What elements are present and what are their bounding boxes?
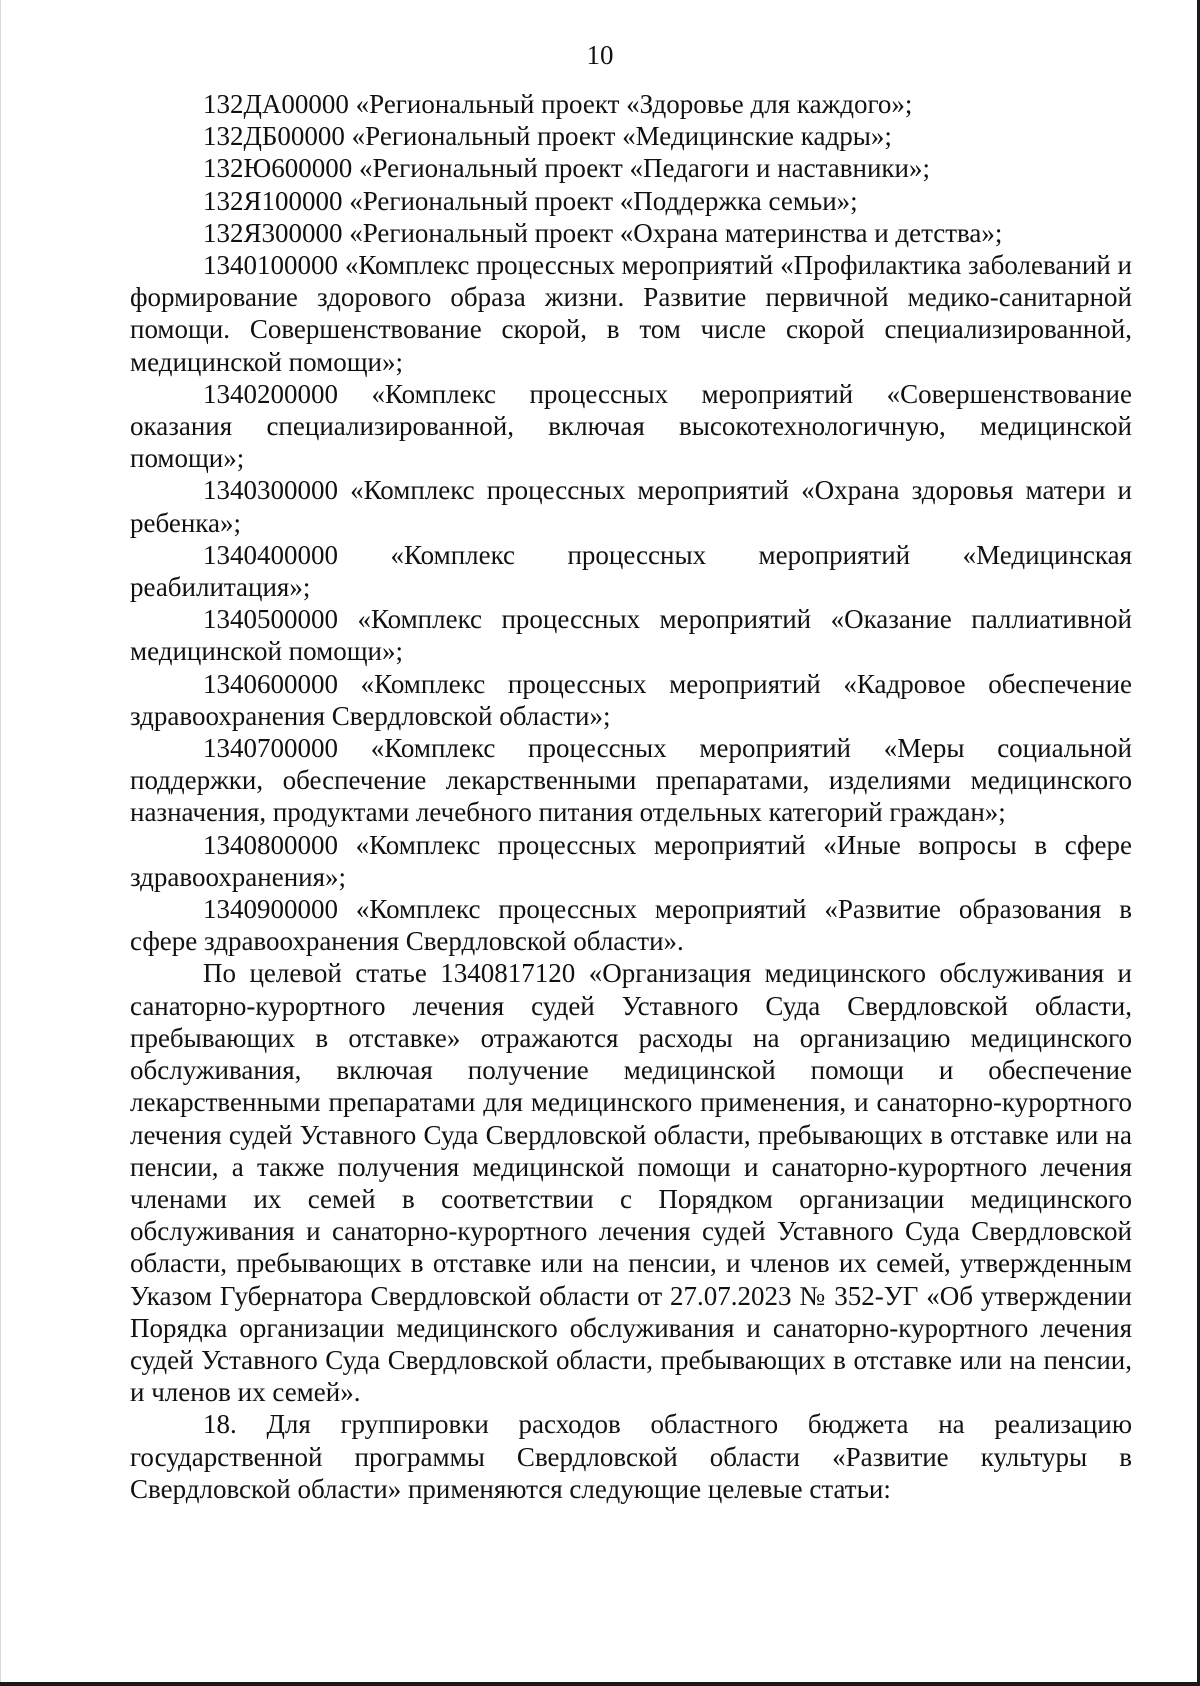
paragraph: 132Я100000 «Региональный проект «Поддержка семьи»;: [203, 185, 858, 216]
paragraph: По целевой статье 1340817120 «Организация медицинского обслуживания и санаторно-курортного лечения судей Уставного Суда Свердловской области, пребывающих в отставке» отражаются расходы на организацию медицинского обслуживания, включая получение медицинской помощи и обеспечение лекарственными препаратами для медицинского применения, и санаторно-курортного лечения судей Уставного Суда Свердловской области, пребывающих в отставке или на пенсии, а также получения медицинской помощи и санаторно-курортного лечения членами их семей в соответствии с Порядком организации медицинского обслуживания и санаторно-курортного лечения судей Уставного Суда Свердловской области, пребывающих в отставке или на пенсии, и членов их семей, утвержденным Указом Губернатора Свердловской области от 27.07.2023 № 352-УГ «Об утверждении Порядка организации медицинского обслуживания и санаторно-курортного лечения судей Уставного Суда Свердловской области, пребывающих в отставке или на пенсии, и членов их семей».: [130, 958, 1132, 1408]
paragraph: 132Я300000 «Региональный проект «Охрана материнства и детства»;: [203, 217, 1003, 248]
paragraph: 18. Для группировки расходов областного бюджета на реализацию государственной программы Свердловской области «Развитие культуры в Свердловской области» применяются следующие целевые статьи:: [130, 1409, 1132, 1504]
page-number: 10: [586, 40, 614, 70]
paragraph: 132Ю600000 «Региональный проект «Педагоги и наставники»;: [203, 153, 930, 184]
document-body: [130, 88, 1132, 1505]
paragraph: 1340600000 «Комплекс процессных мероприятий «Кадровое обеспечение здравоохранения Свердловской области»;: [130, 668, 1132, 731]
page-left-edge: [0, 0, 1, 1686]
paragraph: 1340800000 «Комплекс процессных мероприятий «Иные вопросы в сфере здравоохранения»;: [130, 829, 1132, 892]
page-bottom-border: [0, 1682, 1200, 1686]
paragraph: 1340400000 «Комплекс процессных мероприятий «Медицинская реабилитация»;: [130, 539, 1132, 603]
paragraph: 1340300000 «Комплекс процессных мероприятий «Охрана здоровья матери и ребенка»;: [130, 475, 1132, 538]
paragraph: 1340500000 «Комплекс процессных мероприятий «Оказание паллиативной медицинской помощи»;: [130, 604, 1132, 667]
paragraph: 1340200000 «Комплекс процессных мероприятий «Совершенствование оказания специализированной, включая высокотехнологичную, медицинской помощи»;: [130, 378, 1132, 474]
paragraph: 1340100000 «Комплекс процессных мероприятий «Профилактика заболеваний и формирование здорового образа жизни. Развитие первичной медико-санитарной помощи. Совершенствование скорой, в том числе скорой специализированной, медицинской помощи»;: [130, 250, 1132, 377]
paragraph: 1340900000 «Комплекс процессных мероприятий «Развитие образования в сфере здравоохранения Свердловской области».: [130, 894, 1132, 957]
paragraph: 1340700000 «Комплекс процессных мероприятий «Меры социальной поддержки, обеспечение лекарственными препаратами, изделиями медицинского назначения, продуктами лечебного питания отдельных категорий граждан»;: [130, 733, 1132, 828]
paragraph: 132ДБ00000 «Региональный проект «Медицинские кадры»;: [203, 121, 892, 152]
paragraph: 132ДА00000 «Региональный проект «Здоровье для каждого»;: [203, 89, 913, 119]
